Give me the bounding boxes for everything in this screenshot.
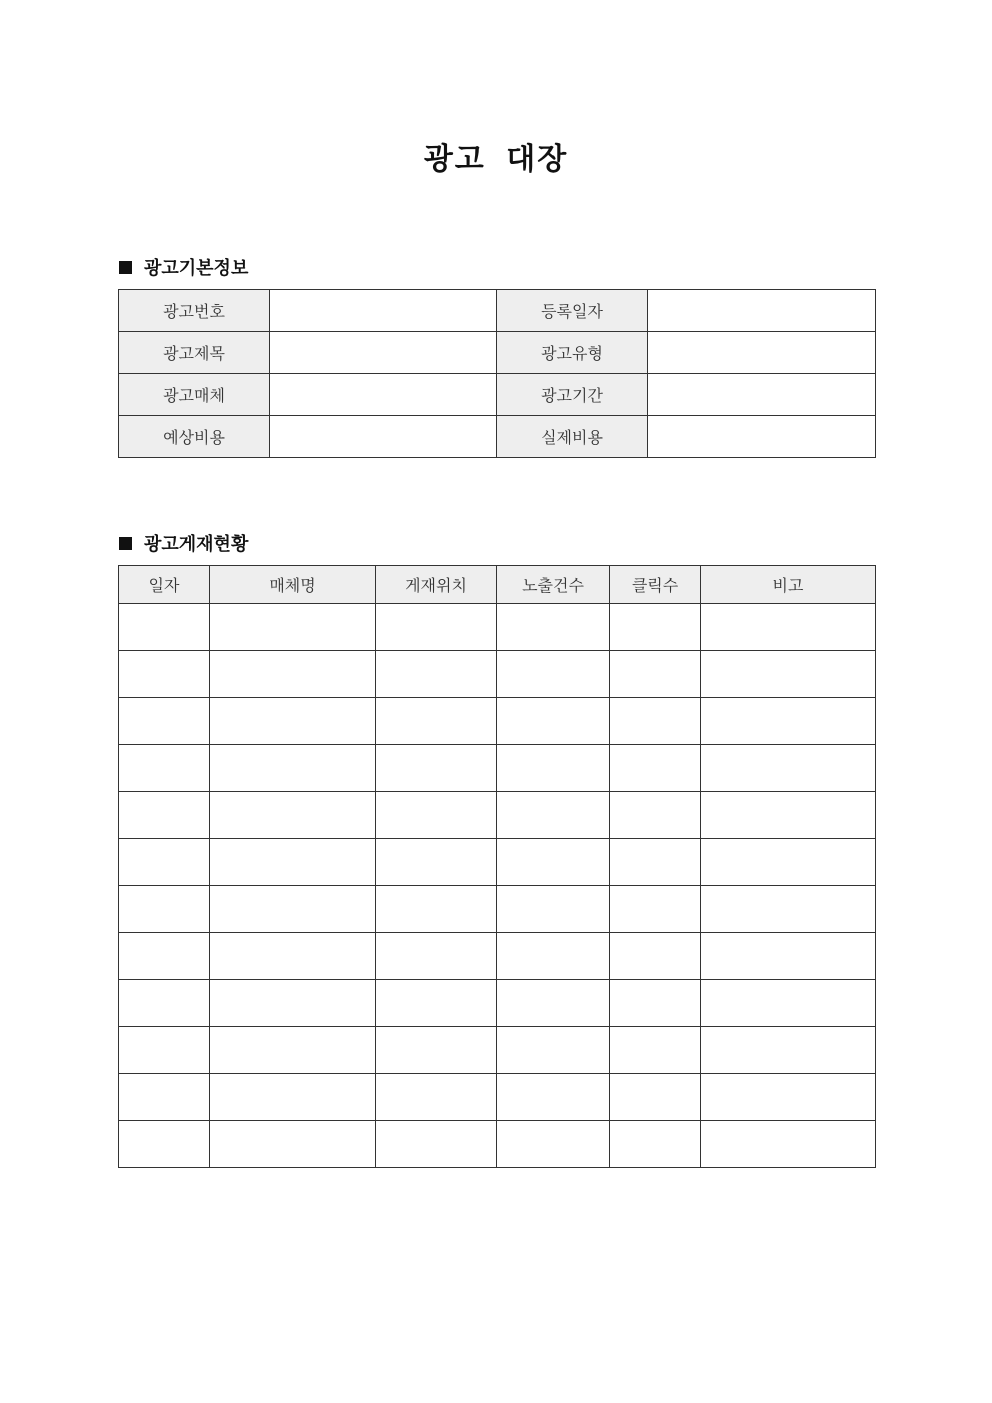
clicks-cell[interactable] (610, 933, 701, 980)
placement-cell[interactable] (376, 1074, 497, 1121)
impressions-cell[interactable] (497, 745, 610, 792)
table-row (119, 1074, 876, 1121)
remarks-cell[interactable] (701, 698, 876, 745)
field-label: 광고제목 (119, 332, 270, 374)
basic-info-row (119, 290, 876, 332)
remarks-cell[interactable] (701, 839, 876, 886)
field-label: 등록일자 (497, 290, 648, 332)
column-header-impressions: 노출건수 (497, 566, 610, 604)
table-row (119, 604, 876, 651)
date-cell[interactable] (119, 933, 210, 980)
remarks-cell[interactable] (701, 792, 876, 839)
ad-period-field[interactable] (648, 374, 876, 416)
impressions-cell[interactable] (497, 1074, 610, 1121)
media-name-cell[interactable] (210, 651, 376, 698)
clicks-cell[interactable] (610, 980, 701, 1027)
clicks-cell[interactable] (610, 745, 701, 792)
actual-cost-field[interactable] (648, 416, 876, 458)
ad-title-field[interactable] (270, 332, 497, 374)
media-name-cell[interactable] (210, 698, 376, 745)
media-name-cell[interactable] (210, 1074, 376, 1121)
table-row (119, 933, 876, 980)
clicks-cell[interactable] (610, 1027, 701, 1074)
ad-type-field[interactable] (648, 332, 876, 374)
media-name-cell[interactable] (210, 745, 376, 792)
media-name-cell[interactable] (210, 1027, 376, 1074)
section-heading-status (119, 530, 248, 556)
media-name-cell[interactable] (210, 792, 376, 839)
placement-cell[interactable] (376, 980, 497, 1027)
square-bullet-icon (119, 537, 132, 550)
field-label: 광고유형 (497, 332, 648, 374)
ad-number-field[interactable] (270, 290, 497, 332)
section-heading-label: 광고게재현황 (144, 534, 249, 555)
status-table-body (119, 604, 876, 1168)
square-bullet-icon (119, 261, 132, 274)
status-table (118, 565, 876, 1168)
date-cell[interactable] (119, 792, 210, 839)
field-label: 예상비용 (119, 416, 270, 458)
date-cell[interactable] (119, 1121, 210, 1168)
impressions-cell[interactable] (497, 933, 610, 980)
column-header-clicks: 클릭수 (610, 566, 701, 604)
clicks-cell[interactable] (610, 792, 701, 839)
placement-cell[interactable] (376, 745, 497, 792)
status-header-row (119, 566, 876, 604)
media-name-cell[interactable] (210, 933, 376, 980)
date-cell[interactable] (119, 698, 210, 745)
clicks-cell[interactable] (610, 1121, 701, 1168)
remarks-cell[interactable] (701, 886, 876, 933)
remarks-cell[interactable] (701, 745, 876, 792)
remarks-cell[interactable] (701, 933, 876, 980)
table-row (119, 1027, 876, 1074)
column-header-remarks: 비고 (701, 566, 876, 604)
table-row (119, 886, 876, 933)
date-cell[interactable] (119, 980, 210, 1027)
basic-info-row (119, 374, 876, 416)
field-label: 광고기간 (497, 374, 648, 416)
placement-cell[interactable] (376, 1121, 497, 1168)
table-row (119, 839, 876, 886)
remarks-cell[interactable] (701, 651, 876, 698)
impressions-cell[interactable] (497, 839, 610, 886)
placement-cell[interactable] (376, 1027, 497, 1074)
media-name-cell[interactable] (210, 886, 376, 933)
basic-info-row (119, 332, 876, 374)
remarks-cell[interactable] (701, 1027, 876, 1074)
placement-cell[interactable] (376, 651, 497, 698)
media-name-cell[interactable] (210, 839, 376, 886)
placement-cell[interactable] (376, 604, 497, 651)
field-label: 실제비용 (497, 416, 648, 458)
table-row (119, 980, 876, 1027)
media-name-cell[interactable] (210, 1121, 376, 1168)
remarks-cell[interactable] (701, 980, 876, 1027)
clicks-cell[interactable] (610, 886, 701, 933)
clicks-cell[interactable] (610, 1074, 701, 1121)
table-row (119, 792, 876, 839)
impressions-cell[interactable] (497, 698, 610, 745)
impressions-cell[interactable] (497, 980, 610, 1027)
clicks-cell[interactable] (610, 698, 701, 745)
placement-cell[interactable] (376, 839, 497, 886)
clicks-cell[interactable] (610, 604, 701, 651)
remarks-cell[interactable] (701, 604, 876, 651)
placement-cell[interactable] (376, 933, 497, 980)
column-header-placement: 게재위치 (376, 566, 497, 604)
field-label: 광고번호 (119, 290, 270, 332)
column-header-media-name: 매체명 (210, 566, 376, 604)
date-cell[interactable] (119, 1074, 210, 1121)
remarks-cell[interactable] (701, 1121, 876, 1168)
impressions-cell[interactable] (497, 604, 610, 651)
impressions-cell[interactable] (497, 886, 610, 933)
date-cell[interactable] (119, 839, 210, 886)
field-label: 광고매체 (119, 374, 270, 416)
placement-cell[interactable] (376, 698, 497, 745)
section-heading-basic-info (119, 254, 248, 280)
remarks-cell[interactable] (701, 1074, 876, 1121)
media-name-cell[interactable] (210, 604, 376, 651)
impressions-cell[interactable] (497, 1121, 610, 1168)
table-row (119, 1121, 876, 1168)
impressions-cell[interactable] (497, 792, 610, 839)
ad-media-field[interactable] (270, 374, 497, 416)
table-row (119, 745, 876, 792)
basic-info-table (118, 289, 876, 458)
date-cell[interactable] (119, 1027, 210, 1074)
date-cell[interactable] (119, 604, 210, 651)
document-title: 광고 대장 (423, 142, 569, 177)
placement-cell[interactable] (376, 792, 497, 839)
table-row (119, 651, 876, 698)
date-cell[interactable] (119, 745, 210, 792)
date-cell[interactable] (119, 651, 210, 698)
impressions-cell[interactable] (497, 651, 610, 698)
registration-date-field[interactable] (648, 290, 876, 332)
estimated-cost-field[interactable] (270, 416, 497, 458)
table-row (119, 698, 876, 745)
placement-cell[interactable] (376, 886, 497, 933)
column-header-date: 일자 (119, 566, 210, 604)
clicks-cell[interactable] (610, 651, 701, 698)
clicks-cell[interactable] (610, 839, 701, 886)
impressions-cell[interactable] (497, 1027, 610, 1074)
media-name-cell[interactable] (210, 980, 376, 1027)
basic-info-row (119, 416, 876, 458)
date-cell[interactable] (119, 886, 210, 933)
section-heading-label: 광고기본정보 (144, 258, 249, 279)
